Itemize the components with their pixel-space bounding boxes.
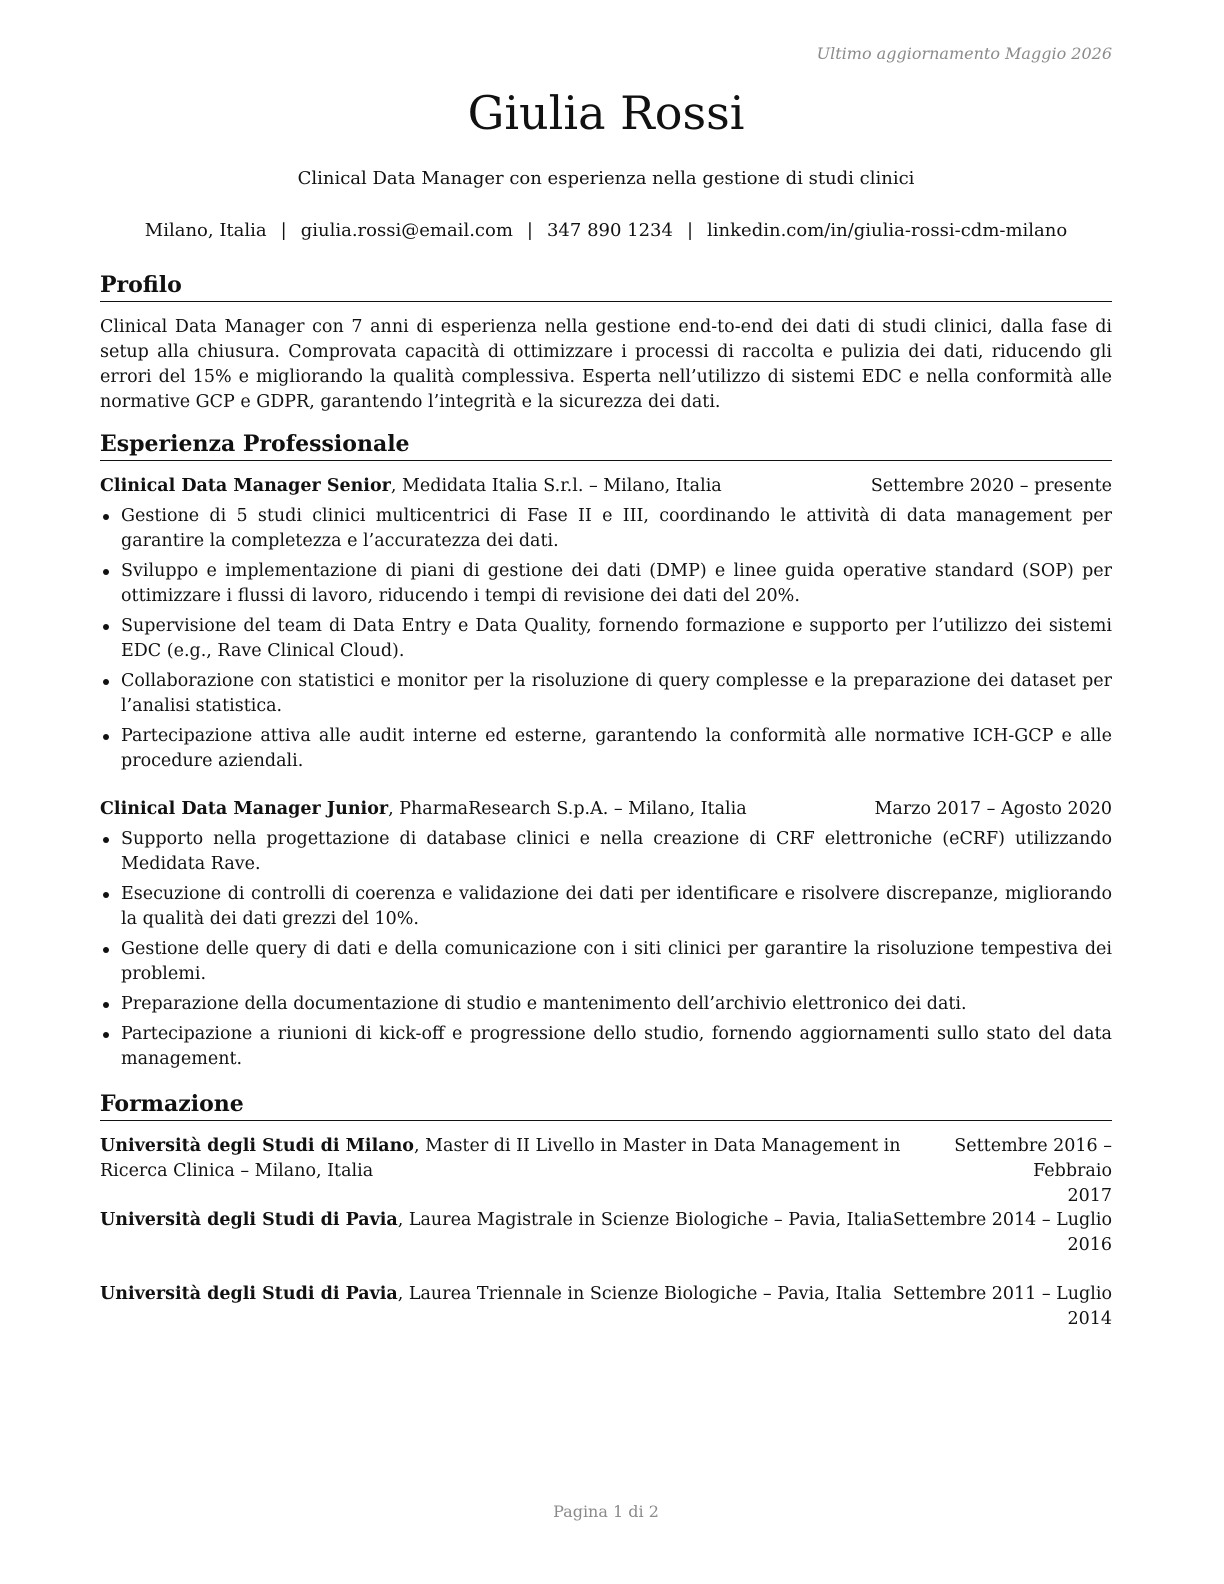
candidate-subtitle: Clinical Data Manager con esperienza nella gestione di studi clinici (297, 168, 915, 189)
school-name: Università degli Studi di Pavia (100, 1284, 398, 1304)
job-dates: Marzo 2017 – Agosto 2020 (874, 799, 1112, 819)
bullet-icon (103, 679, 109, 685)
candidate-name: Giulia Rossi (467, 86, 745, 140)
list-item: Supporto nella progettazione di database clinici e nella creazione di CRF elettroniche (eCRF) utilizzando Medidata Rave. (100, 827, 1112, 877)
education-dates: Settembre 2016 – Febbraio 2017 (954, 1136, 1112, 1206)
education-description: Università degli Studi di Pavia, Laurea Magistrale in Scienze Biologiche – Pavia, Italia (100, 1210, 893, 1230)
bullet-icon (103, 1032, 109, 1038)
education-description: Università degli Studi di Milano, Master di II Livello in Master in Data Management in Ricerca Clinica – Milano, Italia (100, 1136, 901, 1181)
list-item: Preparazione della documentazione di studio e mantenimento dell’archivio elettronico dei dati. (100, 992, 1112, 1017)
section-title-experience: Esperienza Professionale (100, 430, 1112, 461)
job-role: Clinical Data Manager Junior (100, 799, 389, 819)
job-company: , Medidata Italia S.r.l. – Milano, Italia (390, 476, 722, 496)
education-dates: Settembre 2011 – Luglio 2014 (892, 1284, 1112, 1329)
list-item: Partecipazione a riunioni di kick-off e progressione dello studio, fornendo aggiornamenti sullo stato del data management. (100, 1022, 1112, 1072)
bullet-icon (103, 734, 109, 740)
bullet-icon (103, 514, 109, 520)
education-item (100, 1282, 1112, 1332)
separator: | (686, 220, 694, 241)
separator: | (280, 220, 287, 241)
separator: | (526, 220, 533, 241)
job-bullets (100, 504, 1112, 779)
contact-linkedin[interactable]: linkedin.com/in/giulia-rossi-cdm-milano (707, 220, 1068, 241)
job-header (100, 797, 1112, 822)
contact-line (100, 220, 1112, 241)
bullet-icon (103, 837, 109, 843)
list-item: Sviluppo e implementazione di piani di gestione dei dati (DMP) e linee guida operative standard (SOP) per ottimizzare i flussi di lavoro, riducendo i tempi di revisione dei dati del 20%. (100, 559, 1112, 609)
profile-text: Clinical Data Manager con 7 anni di esperienza nella gestione end-to-end dei dati di studi clinici, dalla fase di setup alla chiusura. Comprovata capacità di ottimizzare i processi di raccolta e pulizia dei dati, riducendo gli errori del 15% e migliorando la qualità complessiva. Esperta nell’utilizzo di sistemi EDC e nella conformità alle normative GCP e GDPR, garantendo l’integrità e la sicurezza dei dati. (100, 317, 1112, 412)
contact-location: Milano, Italia (144, 220, 267, 241)
contact-phone[interactable]: 347 890 1234 (546, 220, 673, 241)
section-title-profile: Profilo (100, 271, 1112, 302)
job-bullets (100, 827, 1112, 1077)
education-dates: Settembre 2014 – Luglio 2016 (892, 1210, 1112, 1255)
education-item (100, 1134, 1112, 1206)
job-company: , PharmaResearch S.p.A. – Milano, Italia (388, 799, 747, 819)
list-item: Gestione delle query di dati e della comunicazione con i siti clinici per garantire la risoluzione tempestiva dei problemi. (100, 937, 1112, 987)
bullet-icon (103, 1002, 109, 1008)
resume-page (100, 0, 1112, 1584)
bullet-icon (103, 947, 109, 953)
job-header (100, 474, 1112, 499)
list-item: Partecipazione attiva alle audit interne ed esterne, garantendo la conformità alle normative ICH-GCP e alle procedure aziendali. (100, 724, 1112, 774)
bullet-icon (103, 892, 109, 898)
education-description: Università degli Studi di Pavia, Laurea Triennale in Scienze Biologiche – Pavia, Italia (100, 1284, 882, 1304)
list-item: Collaborazione con statistici e monitor per la risoluzione di query complesse e la preparazione dei dataset per l’analisi statistica. (100, 669, 1112, 719)
list-item: Gestione di 5 studi clinici multicentrici di Fase II e III, coordinando le attività di data management per garantire la completezza e l’accuratezza dei dati. (100, 504, 1112, 554)
page-number: Pagina 1 di 2 (553, 1502, 659, 1521)
list-item: Supervisione del team di Data Entry e Data Quality, fornendo formazione e supporto per l’utilizzo dei sistemi EDC (e.g., Rave Clinical Cloud). (100, 614, 1112, 664)
job-role: Clinical Data Manager Senior (100, 476, 391, 496)
education-item (100, 1208, 1112, 1258)
school-name: Università degli Studi di Pavia (100, 1210, 398, 1230)
job-dates: Settembre 2020 – presente (870, 476, 1112, 496)
bullet-icon (103, 624, 109, 630)
contact-email[interactable]: giulia.rossi@email.com (300, 220, 513, 241)
section-title-education: Formazione (100, 1090, 1112, 1121)
list-item: Esecuzione di controlli di coerenza e validazione dei dati per identificare e risolvere discrepanze, migliorando la qualità dei dati grezzi del 10%. (100, 882, 1112, 932)
bullet-icon (103, 569, 109, 575)
last-updated: Ultimo aggiornamento Maggio 2026 (816, 44, 1112, 63)
school-name: Università degli Studi di Milano (100, 1136, 414, 1156)
